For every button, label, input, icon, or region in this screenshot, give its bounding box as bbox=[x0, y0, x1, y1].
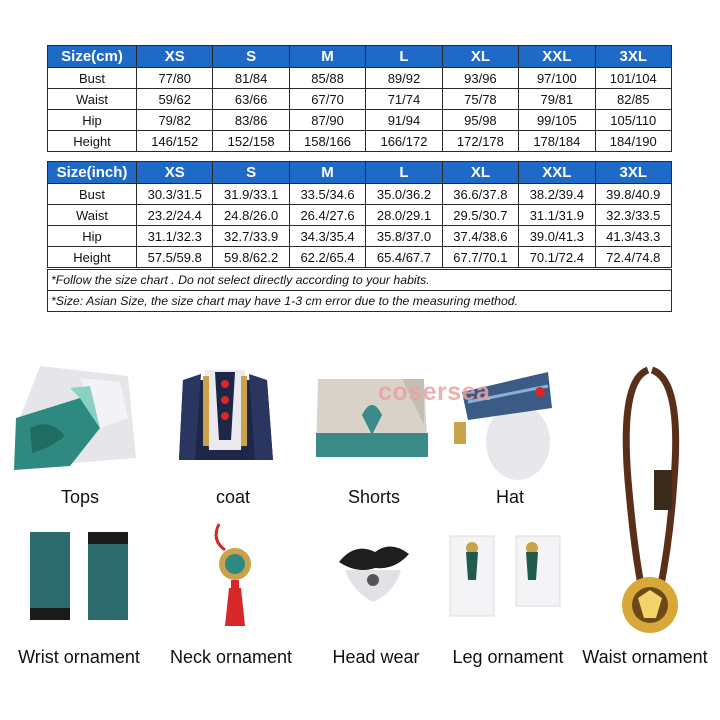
header-cell: XS bbox=[137, 46, 213, 68]
table-cell: 62.2/65.4 bbox=[289, 247, 365, 268]
table-cell: 152/158 bbox=[213, 131, 289, 152]
table-cell: 34.3/35.4 bbox=[289, 226, 365, 247]
row-label: Waist bbox=[48, 89, 137, 110]
table-cell: 67/70 bbox=[289, 89, 365, 110]
table-cell: 158/166 bbox=[289, 131, 365, 152]
header-cell: 3XL bbox=[595, 46, 671, 68]
head-wear-caption: Head wear bbox=[332, 647, 420, 667]
table-cell: 83/86 bbox=[213, 110, 289, 131]
row-label: Hip bbox=[48, 110, 137, 131]
tops-image bbox=[10, 358, 140, 478]
table-cell: 31.1/31.9 bbox=[519, 205, 595, 226]
table-cell: 65.4/67.7 bbox=[366, 247, 442, 268]
table-cell: 93/96 bbox=[442, 68, 518, 89]
table-row bbox=[48, 205, 672, 226]
table-cell: 79/82 bbox=[137, 110, 213, 131]
head-wear-image bbox=[335, 540, 415, 610]
table-cell: 31.9/33.1 bbox=[213, 184, 289, 205]
header-cell: M bbox=[289, 46, 365, 68]
note-text: *Follow the size chart . Do not select directly according to your habits. bbox=[48, 270, 672, 291]
table-cell: 39.0/41.3 bbox=[519, 226, 595, 247]
size-chart-inch bbox=[47, 161, 672, 268]
table-cell: 82/85 bbox=[595, 89, 671, 110]
header-cell: S bbox=[213, 46, 289, 68]
table-cell: 97/100 bbox=[519, 68, 595, 89]
table-cell: 71/74 bbox=[366, 89, 442, 110]
table-cell: 67.7/70.1 bbox=[442, 247, 518, 268]
neck-ornament-caption: Neck ornament bbox=[169, 647, 293, 667]
table-cell: 35.8/37.0 bbox=[366, 226, 442, 247]
header-cell: XXL bbox=[519, 162, 595, 184]
table-cell: 72.4/74.8 bbox=[595, 247, 671, 268]
hat-caption: Hat bbox=[495, 487, 524, 507]
table-cell: 184/190 bbox=[595, 131, 671, 152]
coat-caption: coat bbox=[215, 487, 251, 507]
table-cell: 39.8/40.9 bbox=[595, 184, 671, 205]
header-cell: M bbox=[289, 162, 365, 184]
size-chart-cm bbox=[47, 45, 672, 152]
leg-ornament-caption: Leg ornament bbox=[452, 647, 564, 667]
header-cell: 3XL bbox=[595, 162, 671, 184]
table-cell: 26.4/27.6 bbox=[289, 205, 365, 226]
table-cell: 75/78 bbox=[442, 89, 518, 110]
row-label: Hip bbox=[48, 226, 137, 247]
header-cell: L bbox=[366, 162, 442, 184]
table-cell: 31.1/32.3 bbox=[137, 226, 213, 247]
table-cell: 87/90 bbox=[289, 110, 365, 131]
table-cell: 24.8/26.0 bbox=[213, 205, 289, 226]
waist-ornament-caption: Waist ornament bbox=[582, 647, 708, 667]
table-cell: 30.3/31.5 bbox=[137, 184, 213, 205]
table-cell: 32.3/33.5 bbox=[595, 205, 671, 226]
row-label: Height bbox=[48, 247, 137, 268]
row-label: Bust bbox=[48, 68, 137, 89]
header-cell: XXL bbox=[519, 46, 595, 68]
header-cell: Size(inch) bbox=[48, 162, 137, 184]
watermark-text: cosersea bbox=[378, 378, 491, 406]
row-label: Bust bbox=[48, 184, 137, 205]
table-cell: 99/105 bbox=[519, 110, 595, 131]
table-cell: 89/92 bbox=[366, 68, 442, 89]
row-label: Waist bbox=[48, 205, 137, 226]
table-row bbox=[48, 131, 672, 152]
table-cell: 29.5/30.7 bbox=[442, 205, 518, 226]
wrist-ornament-image bbox=[28, 532, 130, 622]
shorts-caption: Shorts bbox=[347, 487, 401, 507]
table-cell: 105/110 bbox=[595, 110, 671, 131]
table-row bbox=[48, 226, 672, 247]
table-cell: 32.7/33.9 bbox=[213, 226, 289, 247]
table-cell: 38.2/39.4 bbox=[519, 184, 595, 205]
table-cell: 91/94 bbox=[366, 110, 442, 131]
header-cell: S bbox=[213, 162, 289, 184]
table-row bbox=[48, 89, 672, 110]
table-cell: 33.5/34.6 bbox=[289, 184, 365, 205]
table-row bbox=[48, 247, 672, 268]
table-cell: 28.0/29.1 bbox=[366, 205, 442, 226]
coat-image bbox=[165, 360, 285, 475]
table-row bbox=[48, 110, 672, 131]
note-text: *Size: Asian Size, the size chart may have 1-3 cm error due to the measuring method. bbox=[48, 291, 672, 312]
table-header-row bbox=[48, 46, 672, 68]
note-row bbox=[48, 270, 672, 291]
header-cell: L bbox=[366, 46, 442, 68]
table-cell: 172/178 bbox=[442, 131, 518, 152]
waist-ornament-image bbox=[600, 360, 710, 640]
table-cell: 81/84 bbox=[213, 68, 289, 89]
wrist-ornament-caption: Wrist ornament bbox=[18, 647, 140, 667]
header-cell: XL bbox=[442, 162, 518, 184]
header-cell: XL bbox=[442, 46, 518, 68]
header-cell: XS bbox=[137, 162, 213, 184]
table-cell: 95/98 bbox=[442, 110, 518, 131]
note-row bbox=[48, 291, 672, 312]
table-cell: 77/80 bbox=[137, 68, 213, 89]
table-cell: 23.2/24.4 bbox=[137, 205, 213, 226]
leg-ornament-image bbox=[446, 530, 566, 622]
table-cell: 79/81 bbox=[519, 89, 595, 110]
table-cell: 59.8/62.2 bbox=[213, 247, 289, 268]
tops-caption: Tops bbox=[60, 487, 100, 507]
table-cell: 41.3/43.3 bbox=[595, 226, 671, 247]
table-cell: 178/184 bbox=[519, 131, 595, 152]
table-cell: 37.4/38.6 bbox=[442, 226, 518, 247]
table-cell: 35.0/36.2 bbox=[366, 184, 442, 205]
table-cell: 36.6/37.8 bbox=[442, 184, 518, 205]
table-header-row bbox=[48, 162, 672, 184]
table-cell: 101/104 bbox=[595, 68, 671, 89]
table-cell: 146/152 bbox=[137, 131, 213, 152]
table-cell: 85/88 bbox=[289, 68, 365, 89]
table-cell: 59/62 bbox=[137, 89, 213, 110]
table-cell: 70.1/72.4 bbox=[519, 247, 595, 268]
header-cell: Size(cm) bbox=[48, 46, 137, 68]
row-label: Height bbox=[48, 131, 137, 152]
table-cell: 63/66 bbox=[213, 89, 289, 110]
table-row bbox=[48, 68, 672, 89]
table-cell: 57.5/59.8 bbox=[137, 247, 213, 268]
table-row bbox=[48, 184, 672, 205]
table-cell: 166/172 bbox=[366, 131, 442, 152]
neck-ornament-image bbox=[205, 520, 265, 630]
size-notes bbox=[47, 269, 672, 312]
